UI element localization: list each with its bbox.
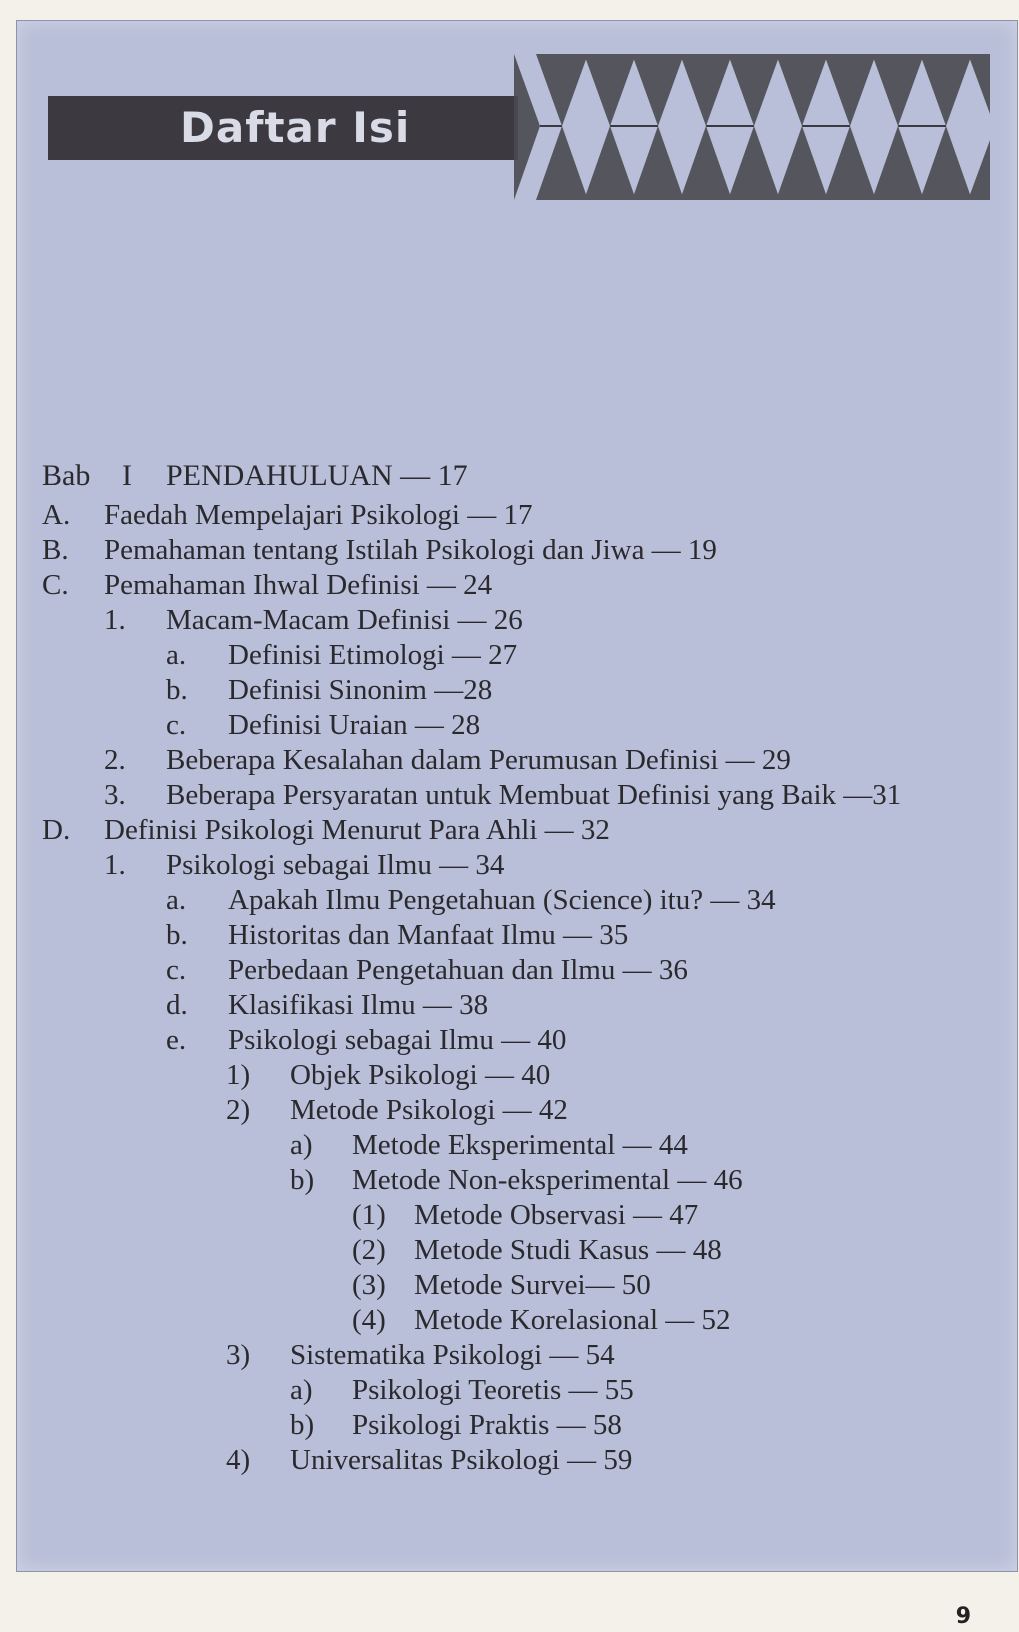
- entry-text: Metode Survei— 50: [414, 1269, 651, 1301]
- entry-text: Pemahaman tentang Istilah Psikologi dan Jiwa — 19: [104, 534, 717, 566]
- entry-marker: C.: [42, 569, 69, 601]
- entry-text: Klasifikasi Ilmu — 38: [228, 989, 489, 1021]
- entry-text: Metode Eksperimental — 44: [352, 1129, 688, 1161]
- entry-text: Faedah Mempelajari Psikologi — 17: [104, 499, 533, 531]
- entry-text: Objek Psikologi — 40: [290, 1059, 551, 1091]
- entry-text: Metode Psikologi — 42: [290, 1094, 568, 1126]
- entry-text: Historitas dan Manfaat Ilmu — 35: [228, 919, 629, 951]
- entry-text: Definisi Sinonim —28: [228, 674, 493, 706]
- entry-marker: 2): [226, 1094, 251, 1126]
- entry-text: Psikologi sebagai Ilmu — 34: [166, 849, 505, 881]
- entry-marker: 1.: [104, 849, 126, 881]
- entry-text: Beberapa Kesalahan dalam Perumusan Definisi — 29: [166, 744, 791, 776]
- entry-marker: B.: [42, 534, 69, 566]
- entry-text: Psikologi Teoretis — 55: [352, 1374, 634, 1406]
- entry-marker: 1): [226, 1059, 251, 1091]
- chapter-label: Bab: [42, 459, 91, 492]
- entry-marker: d.: [166, 989, 188, 1021]
- entry-marker: 1.: [104, 604, 126, 636]
- entry-marker: (3): [352, 1269, 386, 1301]
- entry-marker: b.: [166, 674, 188, 706]
- entry-marker: A.: [42, 499, 71, 531]
- entry-text: Macam-Macam Definisi — 26: [166, 604, 523, 636]
- entry-marker: a.: [166, 639, 187, 671]
- entry-text: Universalitas Psikologi — 59: [290, 1444, 633, 1476]
- entry-text: Psikologi Praktis — 58: [352, 1409, 622, 1441]
- entry-text: Metode Observasi — 47: [414, 1199, 699, 1231]
- page-title: Daftar Isi: [180, 103, 411, 152]
- entry-text: Metode Korelasional — 52: [414, 1304, 731, 1336]
- entry-marker: 2.: [104, 744, 126, 776]
- entry-marker: 4): [226, 1444, 251, 1476]
- entry-marker: 3): [226, 1339, 251, 1371]
- entry-text: Sistematika Psikologi — 54: [290, 1339, 615, 1371]
- entry-marker: b.: [166, 919, 188, 951]
- entry-text: Psikologi sebagai Ilmu — 40: [228, 1024, 567, 1056]
- entry-marker: (4): [352, 1304, 386, 1336]
- entry-marker: a): [290, 1374, 313, 1406]
- entry-marker: b): [290, 1164, 315, 1196]
- entry-text: Beberapa Persyaratan untuk Membuat Definisi yang Baik —31: [166, 779, 902, 811]
- entry-text: Metode Non-eksperimental — 46: [352, 1164, 743, 1196]
- entry-marker: c.: [166, 709, 187, 741]
- chapter-number: I: [122, 459, 132, 492]
- entry-text: Definisi Etimologi — 27: [228, 639, 518, 671]
- entry-marker: D.: [42, 814, 71, 846]
- entry-text: Pemahaman Ihwal Definisi — 24: [104, 569, 493, 601]
- chapter-title: PENDAHULUAN — 17: [166, 459, 468, 492]
- entry-text: Apakah Ilmu Pengetahuan (Science) itu? — 34: [228, 884, 776, 916]
- entry-text: Perbedaan Pengetahuan dan Ilmu — 36: [228, 954, 688, 986]
- entry-text: Definisi Uraian — 28: [228, 709, 481, 741]
- entry-marker: 3.: [104, 779, 126, 811]
- entry-marker: a.: [166, 884, 187, 916]
- entry-marker: b): [290, 1409, 315, 1441]
- page-number: 9: [955, 1604, 971, 1629]
- entry-marker: (2): [352, 1234, 386, 1266]
- entry-marker: c.: [166, 954, 187, 986]
- entry-marker: a): [290, 1129, 313, 1161]
- entry-text: Definisi Psikologi Menurut Para Ahli — 32: [104, 814, 610, 846]
- entry-marker: (1): [352, 1199, 386, 1231]
- entry-marker: e.: [166, 1024, 187, 1056]
- entry-text: Metode Studi Kasus — 48: [414, 1234, 722, 1266]
